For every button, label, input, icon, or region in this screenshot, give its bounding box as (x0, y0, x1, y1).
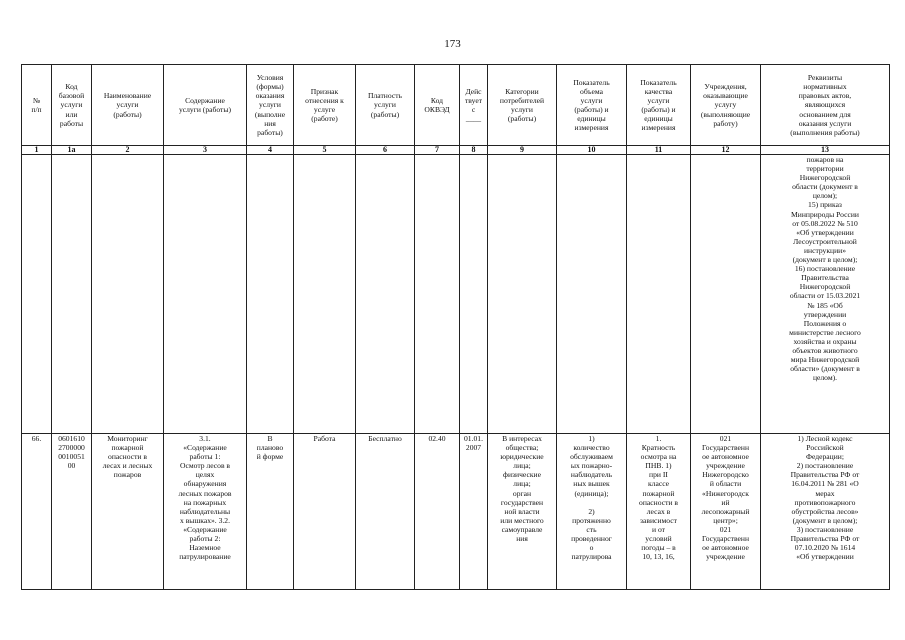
header-cell-service-name: Наименование услуги (работы) (92, 65, 164, 146)
services-registry-table (21, 64, 890, 590)
payment-cell: Бесплатно (356, 434, 415, 590)
header-cell-legal-acts: Реквизиты нормативных правовых актов, являющихся основанием для оказания услуги (выполнения работы) (761, 65, 890, 146)
empty-cell (627, 155, 691, 434)
conditions-cell: В плановo й форме (247, 434, 294, 590)
header-cell-number: № п/п (22, 65, 52, 146)
row-number-cell: 66. (22, 434, 52, 590)
header-cell-quality-indicator: Показатель качества услуги (работы) и единицы измерения (627, 65, 691, 146)
consumers-cell: В интересах общества; юридические лица; физические лица; орган государствен ной власти или местного самоуправле ния (488, 434, 557, 590)
empty-cell (164, 155, 247, 434)
column-number-row (22, 146, 890, 155)
header-cell-payment: Платность услуги (работы) (356, 65, 415, 146)
header-cell-consumers: Категории потребителей услуги (работы) (488, 65, 557, 146)
column-number: 1 (22, 146, 52, 155)
attribute-cell: Работа (294, 434, 356, 590)
table-row-66 (22, 434, 890, 590)
institutions-cell: 021 Государственн ое автономное учреждение Нижегородско й области «Нижегородск ий лесопожарный центр»; 021 Государственн ое автономное учреждение (691, 434, 761, 590)
header-cell-attribute: Признак отнесения к услуге (работе) (294, 65, 356, 146)
header-cell-institutions: Учреждения, оказывающие услугу (выполняющие работу) (691, 65, 761, 146)
column-number: 12 (691, 146, 761, 155)
empty-cell (488, 155, 557, 434)
empty-cell (557, 155, 627, 434)
page-number: 173 (444, 38, 461, 50)
header-cell-conditions: Условия (формы) оказания услуги (выполне ния работы) (247, 65, 294, 146)
empty-cell (92, 155, 164, 434)
column-number: 6 (356, 146, 415, 155)
valid-from-cell: 01.01. 2007 (460, 434, 488, 590)
header-cell-okved: Код ОКВЭД (415, 65, 460, 146)
empty-cell (22, 155, 52, 434)
column-number: 5 (294, 146, 356, 155)
table-row-continuation (22, 155, 890, 434)
empty-cell (691, 155, 761, 434)
legal-acts-cell: 1) Лесной кодекс Российской Федерации; 2) постановление Правительства РФ от 16.04.2011 № 281 «О мерах противопожарного обустройства лесов» (документ в целом); 3) постановление Правительства РФ от 07.10.2020 № 1614 «Об утверждении (761, 434, 890, 590)
empty-cell (52, 155, 92, 434)
column-number: 3 (164, 146, 247, 155)
empty-cell (247, 155, 294, 434)
empty-cell (294, 155, 356, 434)
empty-cell (460, 155, 488, 434)
header-row (22, 65, 890, 146)
header-cell-volume-indicator: Показатель объема услуги (работы) и единицы измерения (557, 65, 627, 146)
quality-indicator-cell: 1. Кратность осмотра на ПНВ. 1) при II классе пожарной опасности в лесах в зависимост и от условий погоды – в 10, 13, 16, (627, 434, 691, 590)
column-number: 11 (627, 146, 691, 155)
volume-indicator-cell: 1) количество обслуживаем ых пожарно- наблюдатель ных вышек (единица); 2) протяженно сть проведенног о патрулирова (557, 434, 627, 590)
column-number: 9 (488, 146, 557, 155)
service-name-cell: Мониторинг пожарной опасности в лесах и лесных пожаров (92, 434, 164, 590)
base-code-cell: 0601610 2700000 0010051 00 (52, 434, 92, 590)
okved-cell: 02.40 (415, 434, 460, 590)
empty-cell (415, 155, 460, 434)
header-cell-base-code: Код базовой услуги или работы (52, 65, 92, 146)
column-number: 13 (761, 146, 890, 155)
content-cell: 3.1. «Содержание работы 1: Осмотр лесов в целях обнаружения лесных пожаров на пожарных наблюдательны х вышках». 3.2. «Содержание работы 2: Наземное патрулирование (164, 434, 247, 590)
column-number: 2 (92, 146, 164, 155)
column-number: 4 (247, 146, 294, 155)
column-number: 7 (415, 146, 460, 155)
header-cell-content: Содержание услуги (работы) (164, 65, 247, 146)
legal-acts-continuation-cell: пожаров на территории Нижегородской области (документ в целом); 15) приказ Минприроды России от 05.08.2022 № 510 «Об утверждении Лесоустроительной инструкции» (документ в целом); 16) постановление Правительства Нижегородской области от 15.03.2021 № 185 «Об утверждении Положения о министерстве лесного хозяйства и охраны объектов животного мира Нижегородской области» (документ в целом). (761, 155, 890, 434)
column-number: 8 (460, 146, 488, 155)
empty-cell (356, 155, 415, 434)
header-cell-valid-from: Дейс твует с ____ (460, 65, 488, 146)
column-number: 1а (52, 146, 92, 155)
column-number: 10 (557, 146, 627, 155)
